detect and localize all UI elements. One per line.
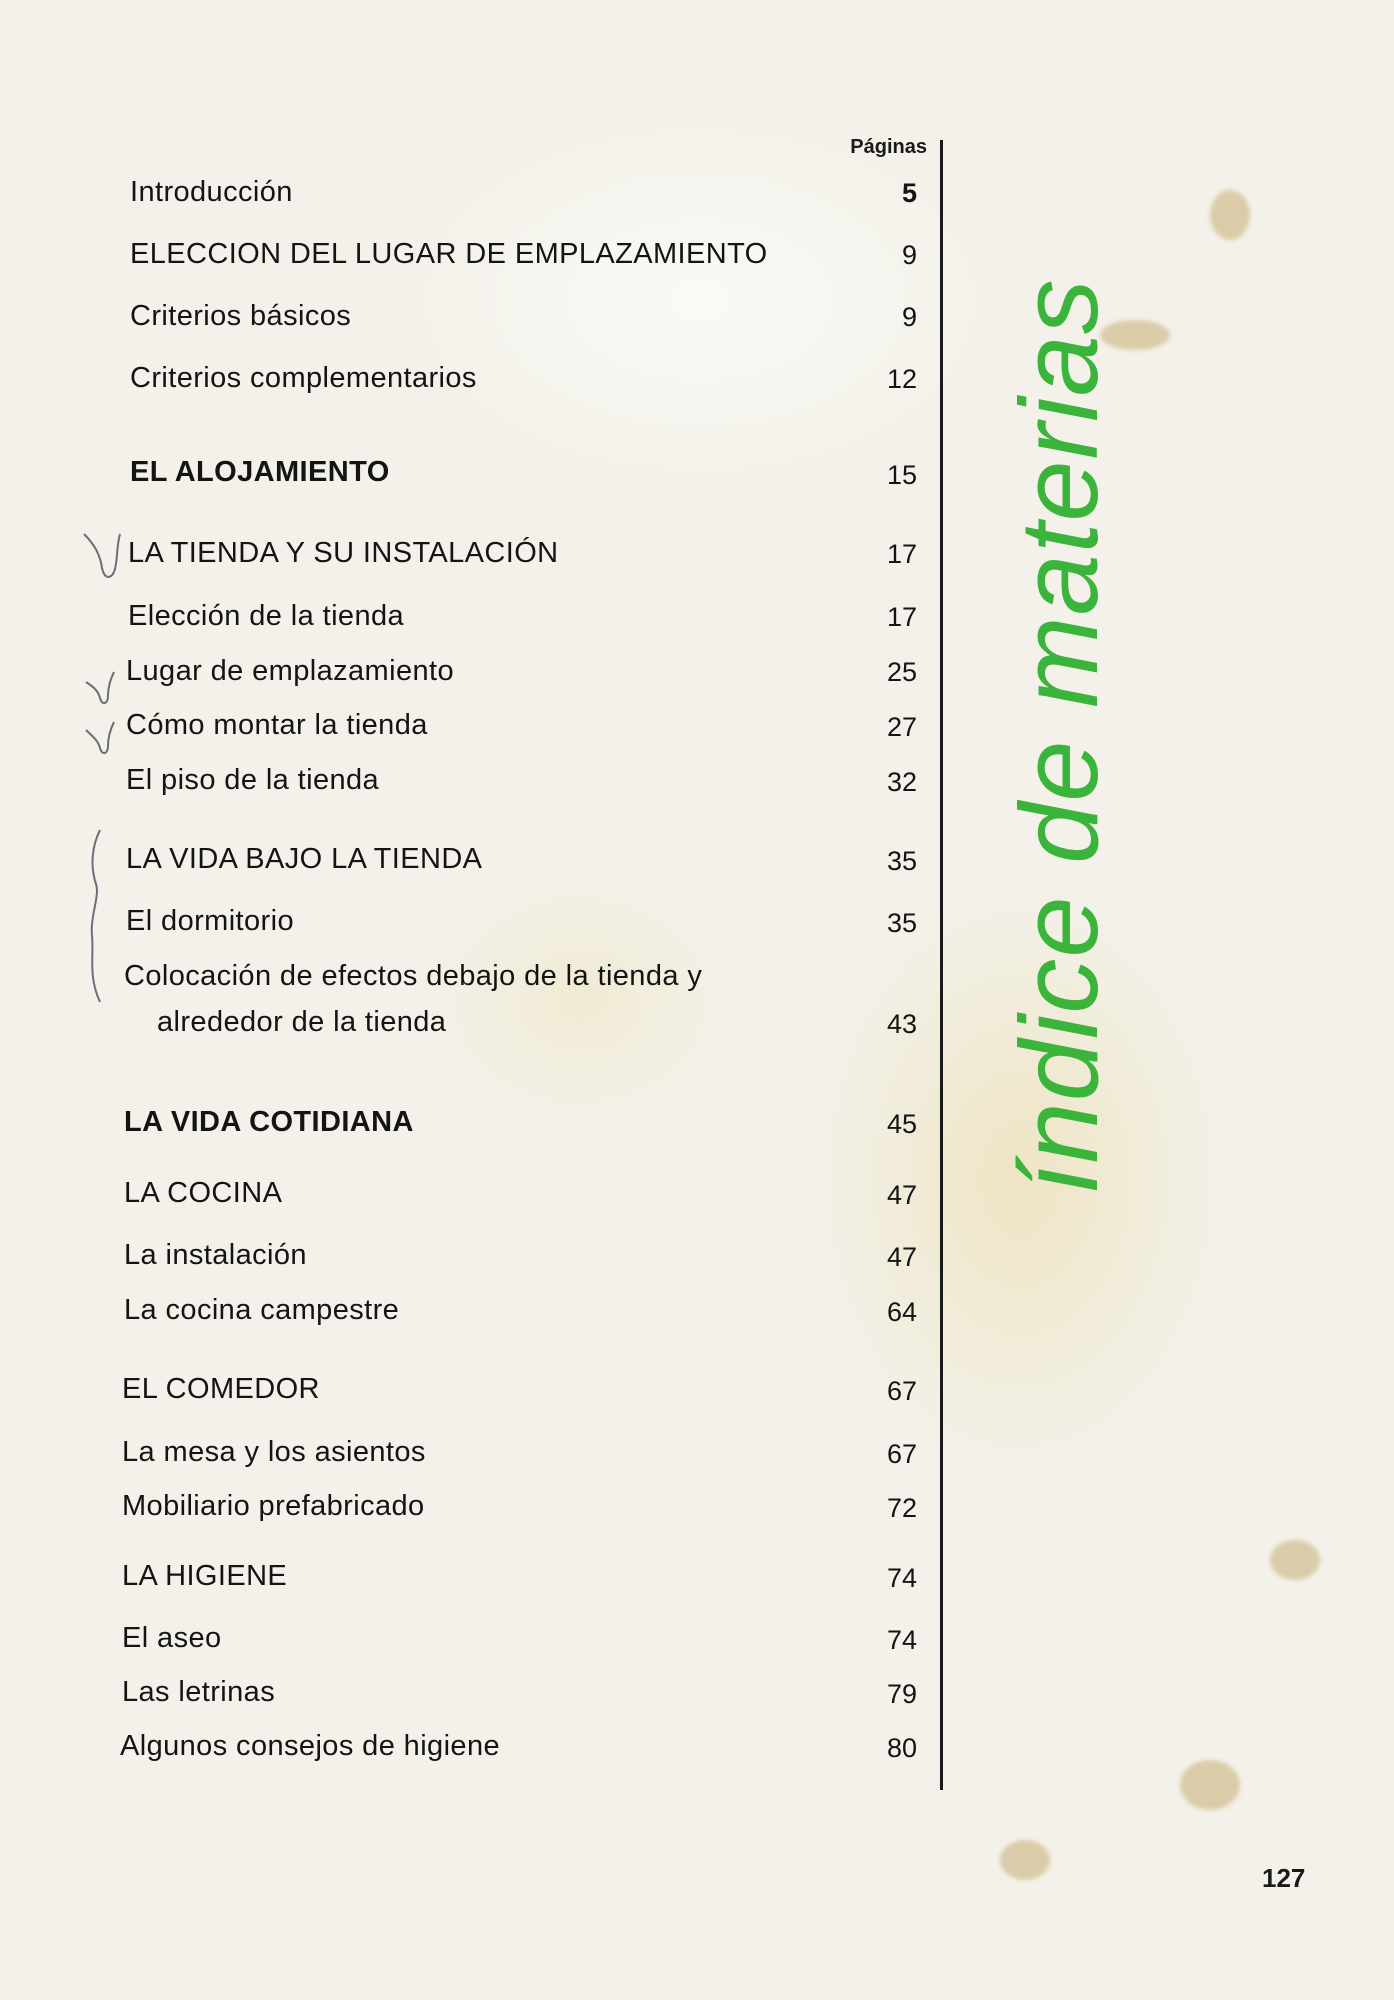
- toc-entry-title: LA COCINA: [124, 1177, 283, 1209]
- pages-column-header: Páginas: [850, 136, 927, 158]
- toc-entry-title: La mesa y los asientos: [122, 1436, 426, 1468]
- toc-entry-page: 64: [886, 1297, 917, 1327]
- toc-entry-page: 72: [886, 1493, 917, 1523]
- toc-entry-title: Algunos consejos de higiene: [120, 1730, 501, 1762]
- toc-entry-title: LA VIDA COTIDIANA: [124, 1106, 414, 1138]
- toc-entry-page: 17: [886, 602, 917, 632]
- toc-entry-title: Cómo montar la tienda: [126, 709, 428, 741]
- toc-entry-title: Introducción: [130, 176, 293, 208]
- column-divider-line: [940, 140, 943, 1790]
- toc-entry-title-continuation: alrededor de la tienda: [157, 1006, 447, 1038]
- toc-entry-title: LA HIGIENE: [122, 1560, 288, 1592]
- toc-entry-title: Colocación de efectos debajo de la tienda y: [124, 960, 703, 992]
- handwritten-check-mark: [80, 528, 124, 582]
- toc-entry-title: ELECCION DEL LUGAR DE EMPLAZAMIENTO: [130, 238, 768, 270]
- toc-entry-title: EL COMEDOR: [122, 1373, 320, 1405]
- toc-entry-page: 80: [886, 1733, 917, 1763]
- toc-entry-title: LA VIDA BAJO LA TIENDA: [126, 843, 483, 875]
- toc-entry-page: 12: [886, 364, 917, 394]
- handwritten-check-mark: [82, 716, 118, 760]
- toc-entry-title: Criterios básicos: [130, 300, 352, 332]
- toc-entry-title: Lugar de emplazamiento: [126, 655, 454, 687]
- toc-entry-page: 32: [886, 767, 917, 797]
- toc-entry-title: El piso de la tienda: [126, 764, 380, 796]
- toc-entry-page: 67: [886, 1439, 917, 1469]
- toc-entry-page: 35: [886, 846, 917, 876]
- toc-entry-title: EL ALOJAMIENTO: [130, 456, 390, 488]
- toc-entry-title: Las letrinas: [122, 1676, 276, 1708]
- toc-entry-page: 79: [886, 1679, 917, 1709]
- toc-entry-title: Criterios complementarios: [130, 362, 477, 394]
- toc-entry-page: 35: [886, 908, 917, 938]
- handwritten-bracket-mark: [82, 826, 112, 1006]
- toc-entry-title: La instalación: [124, 1239, 307, 1271]
- toc-entry-page: 27: [886, 712, 917, 742]
- toc-entry-title: La cocina campestre: [124, 1294, 400, 1326]
- toc-entry-page: 47: [886, 1180, 917, 1210]
- toc-entry-page: 67: [886, 1376, 917, 1406]
- toc-entry-page: 17: [886, 539, 917, 569]
- toc-entry-page: 5: [901, 178, 917, 208]
- toc-entry-title: El aseo: [122, 1622, 222, 1654]
- toc-entry-page: 45: [886, 1109, 917, 1139]
- toc-entry-page: 74: [886, 1625, 917, 1655]
- toc-entry-title: Elección de la tienda: [128, 600, 405, 632]
- toc-entry-page: 25: [886, 657, 917, 687]
- toc-entry-title: Mobiliario prefabricado: [122, 1490, 425, 1522]
- side-title: índice de materias: [998, 278, 1121, 1195]
- toc-entry-page: 15: [886, 460, 917, 490]
- handwritten-check-mark: [82, 664, 118, 708]
- toc-entry-page: 47: [886, 1242, 917, 1272]
- toc-entry-title: LA TIENDA Y SU INSTALACIÓN: [128, 537, 559, 569]
- toc-entry-page: 74: [886, 1563, 917, 1593]
- toc-entry-title: El dormitorio: [126, 905, 294, 937]
- toc-entry-page: 9: [901, 302, 917, 332]
- page-number: 127: [1262, 1863, 1306, 1893]
- toc-entry-page: 43: [886, 1009, 917, 1039]
- toc-entry-page: 9: [901, 240, 917, 270]
